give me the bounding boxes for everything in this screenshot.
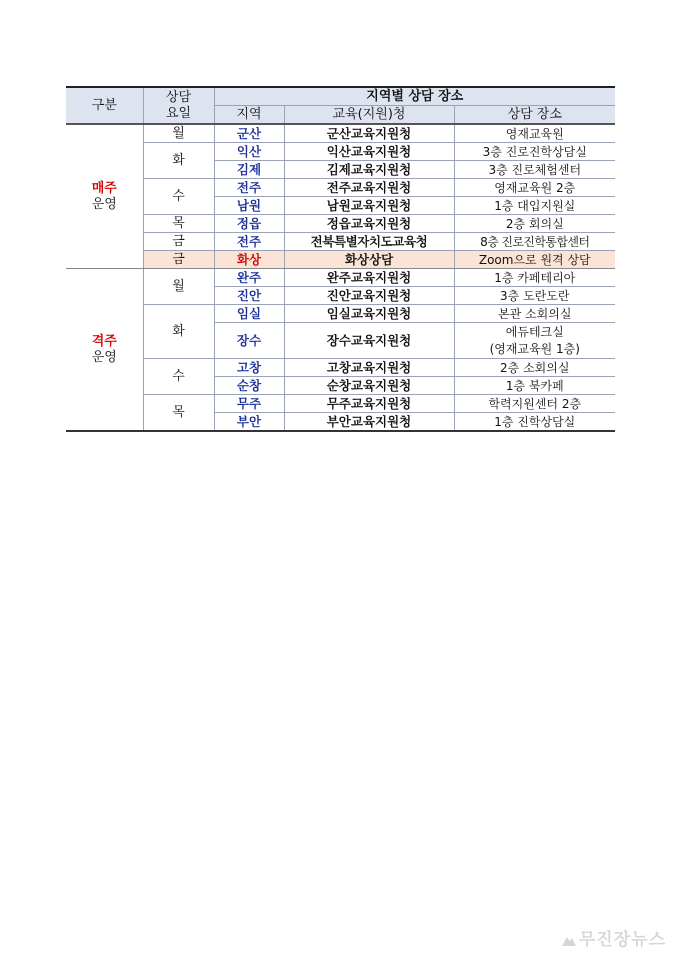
place-cell-online: Zoom으로 원격 상담: [454, 251, 615, 269]
office-cell: 익산교육지원청: [284, 143, 454, 161]
office-cell: 군산교육지원청: [284, 124, 454, 143]
place-cell: 1층 대입지원실: [454, 197, 615, 215]
table-row: [66, 215, 615, 233]
table-row: [66, 233, 615, 251]
region-cell: 부안: [214, 413, 284, 432]
place-cell: 영재교육원: [454, 124, 615, 143]
office-cell: 부안교육지원청: [284, 413, 454, 432]
region-cell: 장수: [214, 323, 284, 359]
region-cell: 군산: [214, 124, 284, 143]
weekly-group-label: [66, 124, 143, 269]
header-weekday: [143, 87, 214, 124]
place-cell: 2층 소회의실: [454, 359, 615, 377]
office-cell: 장수교육지원청: [284, 323, 454, 359]
place-cell: 본관 소회의실: [454, 305, 615, 323]
weekday-thu-biweekly: 목: [143, 395, 214, 432]
office-cell: 순창교육지원청: [284, 377, 454, 395]
weekday-tue-biweekly: 화: [143, 305, 214, 359]
biweekly-label-sub: 운영: [91, 349, 117, 365]
place-cell: 8층 진로진학통합센터: [454, 233, 615, 251]
place-cell: 학력지원센터 2층: [454, 395, 615, 413]
region-cell: 남원: [214, 197, 284, 215]
place-cell-line1: 에듀테크실: [505, 324, 564, 339]
weekday-tue: 화: [143, 143, 214, 179]
region-cell: 고창: [214, 359, 284, 377]
region-cell: 완주: [214, 269, 284, 287]
place-cell: 1층 카페테리아: [454, 269, 615, 287]
place-cell: 3층 진로체험센터: [454, 161, 615, 179]
region-cell: 진안: [214, 287, 284, 305]
region-cell: 순창: [214, 377, 284, 395]
office-cell: 정읍교육지원청: [284, 215, 454, 233]
office-cell: 고창교육지원청: [284, 359, 454, 377]
place-cell: 3층 진로진학상담실: [454, 143, 615, 161]
office-cell: 남원교육지원청: [284, 197, 454, 215]
weekday-fri: 금: [143, 233, 214, 251]
header-office: 교육(지원)청: [284, 106, 454, 125]
office-cell: 완주교육지원청: [284, 269, 454, 287]
weekday-fri-online: 금: [143, 251, 214, 269]
table-row: [66, 305, 615, 323]
header-weekday-line2: 요일: [165, 105, 192, 121]
region-cell: 무주: [214, 395, 284, 413]
weekday-mon-biweekly: 월: [143, 269, 214, 305]
office-cell: 무주교육지원청: [284, 395, 454, 413]
header-category: 구분: [66, 87, 143, 124]
watermark-text: 무진장뉴스: [578, 930, 666, 950]
mountain-logo-icon: [562, 934, 576, 946]
table-row: [66, 269, 615, 287]
office-cell: 전북특별자치도교육청: [284, 233, 454, 251]
region-cell-online: 화상: [214, 251, 284, 269]
header-weekday-line1: 상담: [165, 89, 192, 105]
table-row-online: [66, 251, 615, 269]
place-cell: 영재교육원 2층: [454, 179, 615, 197]
place-cell: 2층 회의실: [454, 215, 615, 233]
place-cell: 1층 북카페: [454, 377, 615, 395]
region-cell: 임실: [214, 305, 284, 323]
region-cell: 정읍: [214, 215, 284, 233]
region-cell: 익산: [214, 143, 284, 161]
region-cell: 전주: [214, 179, 284, 197]
office-cell: 김제교육지원청: [284, 161, 454, 179]
place-cell: 3층 도란도란: [454, 287, 615, 305]
office-cell: 전주교육지원청: [284, 179, 454, 197]
office-cell: 진안교육지원청: [284, 287, 454, 305]
biweekly-label: 격주: [91, 333, 117, 349]
header-place: 상담 장소: [454, 106, 615, 125]
biweekly-group-label: [66, 269, 143, 432]
weekday-mon: 월: [143, 124, 214, 143]
table-row: [66, 395, 615, 413]
header-region: 지역: [214, 106, 284, 125]
office-cell-online: 화상상담: [284, 251, 454, 269]
weekday-thu: 목: [143, 215, 214, 233]
region-cell: 전주: [214, 233, 284, 251]
region-cell: 김제: [214, 161, 284, 179]
table-row: [66, 143, 615, 161]
table-row: [66, 124, 615, 143]
weekday-wed-biweekly: 수: [143, 359, 214, 395]
place-cell-line2: (영재교육원 1층): [454, 341, 615, 359]
place-cell: 1층 진학상담실: [454, 413, 615, 432]
counseling-schedule-table: [66, 86, 615, 432]
weekday-wed: 수: [143, 179, 214, 215]
weekly-label-sub: 운영: [91, 196, 117, 212]
table-row: [66, 359, 615, 377]
header-location-group: 지역별 상담 장소: [214, 87, 615, 106]
watermark: [562, 925, 666, 950]
office-cell: 임실교육지원청: [284, 305, 454, 323]
table-row: [66, 179, 615, 197]
weekly-label: 매주: [91, 180, 117, 196]
